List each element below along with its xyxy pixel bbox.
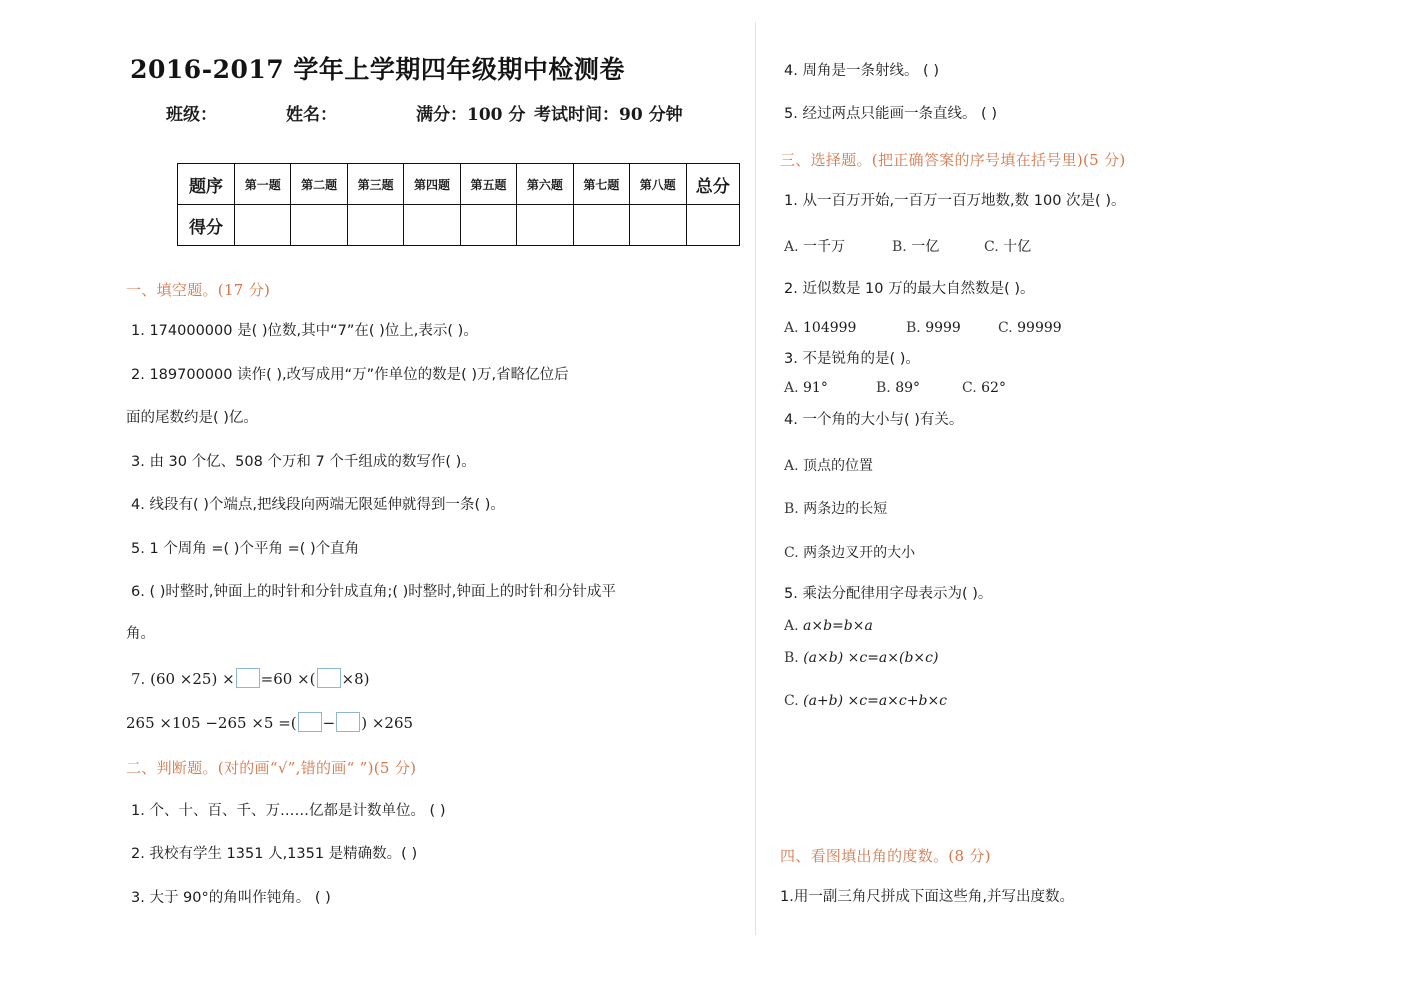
q7a-part2: =60 ×( bbox=[260, 670, 316, 688]
option-3-5-a-text: a×b=b×a bbox=[803, 618, 873, 634]
option-3-1-b[interactable] bbox=[892, 236, 939, 256]
score-table-row-label-1: 得分 bbox=[178, 205, 235, 246]
option-3-2-c[interactable] bbox=[998, 320, 1062, 336]
option-3-4-c-text: 两条边叉开的大小 bbox=[803, 545, 916, 561]
option-3-4-a-label: A. bbox=[784, 458, 799, 474]
answer-box-2[interactable] bbox=[317, 668, 341, 688]
option-3-3-b-text: 89° bbox=[895, 380, 921, 396]
question-1-7-line-b bbox=[126, 712, 413, 733]
score-table-col-1: 第二题 bbox=[291, 164, 347, 205]
score-table bbox=[177, 163, 740, 246]
score-cell-0[interactable] bbox=[235, 205, 291, 246]
question-4-1: 1.用一副三角尺拼成下面这些角,并写出度数。 bbox=[780, 889, 1074, 905]
score-cell-5[interactable] bbox=[517, 205, 573, 246]
q7b-part3: ) ×265 bbox=[361, 714, 414, 732]
option-3-3-a[interactable] bbox=[784, 380, 828, 396]
question-2-1: 1. 个、十、百、千、万……亿都是计数单位。 ( ) bbox=[131, 803, 446, 819]
option-3-2-a-text: 104999 bbox=[803, 320, 857, 336]
score-table-col-0: 第一题 bbox=[235, 164, 291, 205]
option-3-3-c-label: C. bbox=[962, 380, 977, 396]
option-3-2-c-text: 99999 bbox=[1017, 320, 1062, 336]
score-cell-7[interactable] bbox=[630, 205, 686, 246]
option-3-2-a[interactable] bbox=[784, 320, 856, 336]
option-3-1-c-label: C. bbox=[984, 239, 999, 255]
option-3-5-a[interactable] bbox=[784, 618, 873, 634]
option-3-1-c-text: 十亿 bbox=[1003, 239, 1032, 255]
name-label: 姓名： bbox=[286, 105, 337, 125]
score-cell-3[interactable] bbox=[404, 205, 460, 246]
question-1-7-number: 7. bbox=[131, 670, 146, 688]
option-3-5-c-label: C. bbox=[784, 693, 799, 709]
score-table-col-4: 第五题 bbox=[460, 164, 516, 205]
exam-meta-row bbox=[0, 100, 755, 125]
q7a-part3: ×8) bbox=[341, 670, 370, 688]
q7b-part2: − bbox=[322, 714, 336, 732]
option-3-4-b[interactable] bbox=[784, 498, 887, 518]
option-3-5-a-label: A. bbox=[784, 618, 799, 634]
option-3-3-c-text: 62° bbox=[981, 380, 1006, 396]
score-table-row-label-0: 题序 bbox=[178, 164, 235, 205]
question-1-2: 2. 189700000 读作( ),改写成用“万”作单位的数是( )万,省略亿位后 bbox=[131, 367, 569, 383]
question-1-6-cont: 角。 bbox=[126, 626, 155, 642]
page-title: 2016-2017 学年上学期四年级期中检测卷 bbox=[130, 55, 625, 84]
section-heading-multiple-choice: 三、选择题。(把正确答案的序号填在括号里)(5 分) bbox=[780, 151, 1126, 169]
question-1-2-cont: 面的尾数约是( )亿。 bbox=[126, 410, 258, 426]
full-score-label: 满分：100 分 bbox=[416, 105, 526, 125]
option-3-3-c[interactable] bbox=[962, 380, 1006, 396]
exam-time-label: 考试时间：90 分钟 bbox=[534, 105, 683, 125]
option-3-4-b-text: 两条边的长短 bbox=[803, 501, 888, 517]
class-label: 班级： bbox=[166, 105, 217, 125]
question-3-1: 1. 从一百万开始,一百万一百万地数,数 100 次是( )。 bbox=[784, 193, 1126, 209]
answer-box-4[interactable] bbox=[336, 712, 360, 732]
q7a-part1: (60 ×25) × bbox=[150, 670, 235, 688]
option-3-4-c[interactable] bbox=[784, 542, 915, 562]
section-heading-fill-in-blank: 一、填空题。(17 分) bbox=[126, 281, 271, 299]
question-1-7-line-a bbox=[131, 668, 369, 689]
score-cell-4[interactable] bbox=[460, 205, 516, 246]
q7b-part1: 265 ×105 −265 ×5 =( bbox=[126, 714, 297, 732]
right-column bbox=[756, 0, 1421, 982]
question-3-4: 4. 一个角的大小与( )有关。 bbox=[784, 412, 964, 428]
question-2-2: 2. 我校有学生 1351 人,1351 是精确数。( ) bbox=[131, 846, 418, 862]
option-3-4-a[interactable] bbox=[784, 455, 873, 475]
option-3-2-b[interactable] bbox=[906, 320, 961, 336]
section-heading-true-false: 二、判断题。(对的画“√”,错的画“ ”)(5 分) bbox=[126, 759, 417, 777]
table-row-header bbox=[178, 164, 740, 205]
question-1-3: 3. 由 30 个亿、508 个万和 7 个千组成的数写作( )。 bbox=[131, 454, 476, 470]
question-1-6: 6. ( )时整时,钟面上的时针和分针成直角;( )时整时,钟面上的时针和分针成平 bbox=[131, 584, 616, 600]
option-3-3-b[interactable] bbox=[876, 380, 920, 396]
question-1-4: 4. 线段有( )个端点,把线段向两端无限延伸就得到一条( )。 bbox=[131, 497, 505, 513]
option-3-2-b-text: 9999 bbox=[925, 320, 961, 336]
option-3-3-b-label: B. bbox=[876, 380, 891, 396]
score-table-col-7: 第八题 bbox=[630, 164, 686, 205]
score-cell-6[interactable] bbox=[573, 205, 629, 246]
answer-box-3[interactable] bbox=[298, 712, 322, 732]
question-2-5: 5. 经过两点只能画一条直线。 ( ) bbox=[784, 106, 997, 122]
question-2-4: 4. 周角是一条射线。 ( ) bbox=[784, 63, 939, 79]
option-3-1-a[interactable] bbox=[784, 236, 845, 256]
question-1-5: 5. 1 个周角 =( )个平角 =( )个直角 bbox=[131, 541, 360, 557]
question-1-1: 1. 174000000 是( )位数,其中“7”在( )位上,表示( )。 bbox=[131, 323, 478, 339]
section-heading-angle-degrees: 四、看图填出角的度数。(8 分) bbox=[780, 847, 991, 865]
answer-box-1[interactable] bbox=[236, 668, 260, 688]
option-3-2-a-label: A. bbox=[784, 320, 799, 336]
question-2-3: 3. 大于 90°的角叫作钝角。 ( ) bbox=[131, 890, 331, 906]
option-3-4-c-label: C. bbox=[784, 545, 799, 561]
option-3-1-b-label: B. bbox=[892, 239, 907, 255]
option-3-5-c[interactable] bbox=[784, 693, 947, 709]
option-3-5-c-text: (a+b) ×c=a×c+b×c bbox=[803, 693, 948, 709]
option-3-1-c[interactable] bbox=[984, 236, 1031, 256]
table-row-scores bbox=[178, 205, 740, 246]
score-table-col-5: 第六题 bbox=[517, 164, 573, 205]
option-3-1-b-text: 一亿 bbox=[911, 239, 940, 255]
question-3-2: 2. 近似数是 10 万的最大自然数是( )。 bbox=[784, 281, 1035, 297]
option-3-1-a-text: 一千万 bbox=[803, 239, 846, 255]
option-3-2-b-label: B. bbox=[906, 320, 921, 336]
score-cell-2[interactable] bbox=[347, 205, 403, 246]
question-3-5: 5. 乘法分配律用字母表示为( )。 bbox=[784, 586, 993, 602]
question-3-3: 3. 不是锐角的是( )。 bbox=[784, 351, 920, 367]
score-cell-1[interactable] bbox=[291, 205, 347, 246]
option-3-4-b-label: B. bbox=[784, 501, 799, 517]
option-3-5-b-text: (a×b) ×c=a×(b×c) bbox=[803, 650, 939, 666]
score-table-col-6: 第七题 bbox=[573, 164, 629, 205]
option-3-5-b[interactable] bbox=[784, 650, 938, 666]
score-cell-total[interactable] bbox=[686, 205, 740, 246]
option-3-5-b-label: B. bbox=[784, 650, 799, 666]
score-table-total-label: 总分 bbox=[686, 164, 740, 205]
option-3-2-c-label: C. bbox=[998, 320, 1013, 336]
option-3-3-a-label: A. bbox=[784, 380, 799, 396]
score-table-col-2: 第三题 bbox=[347, 164, 403, 205]
option-3-1-a-label: A. bbox=[784, 239, 799, 255]
score-table-col-3: 第四题 bbox=[404, 164, 460, 205]
option-3-3-a-text: 91° bbox=[803, 380, 828, 396]
option-3-4-a-text: 顶点的位置 bbox=[803, 458, 874, 474]
